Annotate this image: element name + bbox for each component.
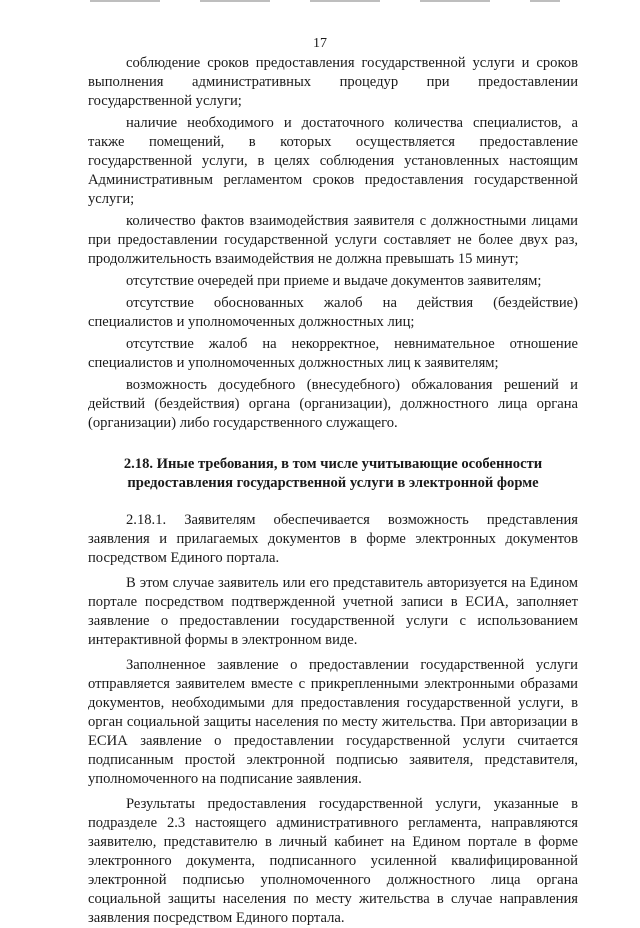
paragraph: отсутствие обоснованных жалоб на действия (бездействие) специалистов и уполномоченных должностных лиц; bbox=[88, 295, 578, 330]
section-heading bbox=[88, 455, 578, 493]
paragraph: 2.18.1. Заявителям обеспечивается возможность представления заявления и прилагаемых документов в форме электронных документов посредством Единого портала. bbox=[88, 512, 578, 566]
document-body bbox=[88, 54, 578, 928]
section-heading-line: 2.18. Иные требования, в том числе учитывающие особенности bbox=[123, 456, 543, 472]
paragraph: отсутствие очередей при приеме и выдаче документов заявителям; bbox=[126, 273, 542, 289]
paragraph: Заполненное заявление о предоставлении государственной услуги отправляется заявителем вместе с прикрепленными электронными образами документов, необходимыми для предоставления государственной услуги, в орган социальной защиты населения по месту жительства. При авторизации в ЕСИА заявление о предоставлении государственной услуги считается подписанным простой электронной подписью заявителя, представителя, уполномоченного на подписание заявления. bbox=[88, 657, 578, 787]
paragraph: соблюдение сроков предоставления государственной услуги и сроков выполнения административных процедур при предоставлении государственной услуги; bbox=[88, 55, 578, 109]
paragraph: В этом случае заявитель или его представитель авторизуется на Едином портале посредством подтвержденной учетной записи в ЕСИА, заполняет заявление о предоставлении государственной услуги с использованием интерактивной формы в электронном виде. bbox=[88, 575, 578, 648]
paragraph: количество фактов взаимодействия заявителя с должностными лицами при предоставлении государственной услуги составляет не более двух раз, продолжительность взаимодействия не должна превышать 15 минут; bbox=[88, 213, 578, 267]
paragraph: отсутствие жалоб на некорректное, невнимательное отношение специалистов и уполномоченных должностных лиц к заявителям; bbox=[88, 336, 578, 371]
paragraph: наличие необходимого и достаточного количества специалистов, а также помещений, в которых осуществляется предоставление государственной услуги, в целях соблюдения установленных настоящим Административным регламентом сроков предоставления государственной услуги; bbox=[88, 115, 578, 207]
scan-top-border bbox=[90, 0, 560, 2]
paragraph: Результаты предоставления государственной услуги, указанные в подразделе 2.3 настоящего административного регламента, направляются заявителю, представителю в личный кабинет на Едином портале в форме электронного документа, подписанного усиленной квалифицированной электронной подписью уполномоченного должностного лица органа социальной защиты населения по месту жительства в случае направления заявления посредством Единого портала. bbox=[88, 796, 578, 926]
section-heading-line: предоставления государственной услуги в электронной форме bbox=[127, 475, 539, 491]
page-number: 17 bbox=[313, 36, 327, 51]
paragraph: возможность досудебного (внесудебного) обжалования решений и действий (бездействия) органа (организации), должностного лица органа (организации) либо государственного служащего. bbox=[88, 377, 578, 431]
